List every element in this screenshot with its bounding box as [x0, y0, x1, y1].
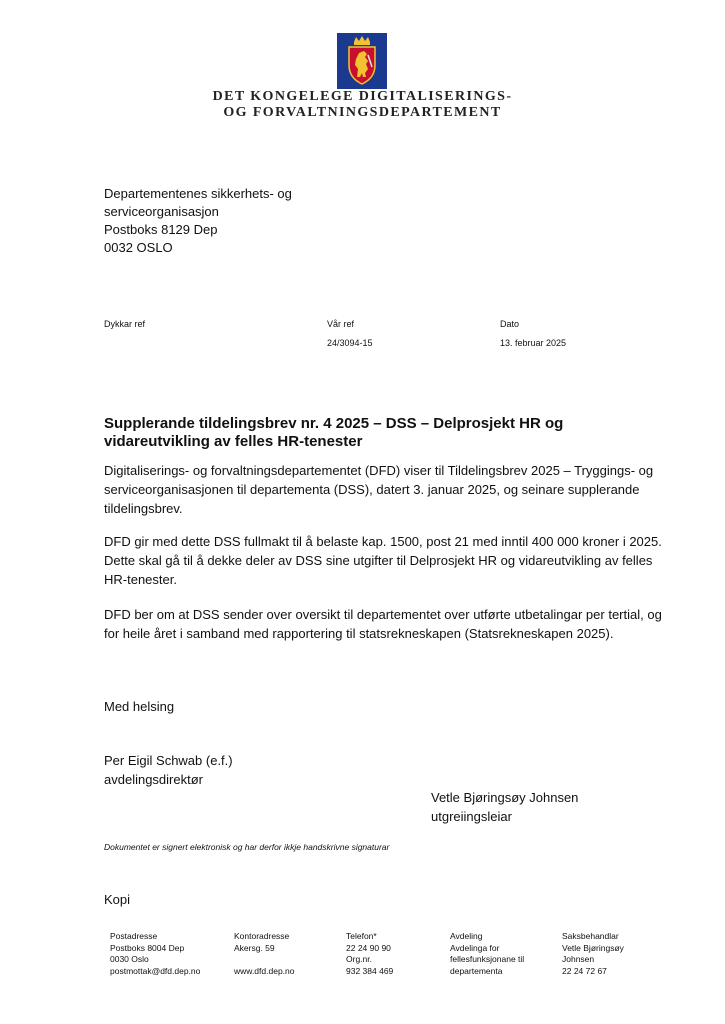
footer-line: Vetle Bjøringsøy [562, 942, 624, 953]
footer-line: Org.nr. [346, 954, 372, 964]
footer-line: Akersg. 59 [234, 942, 275, 953]
footer-line: 22 24 90 90 [346, 942, 391, 953]
footer-line: Postadresse [110, 931, 158, 941]
footer-line: Saksbehandlar [562, 931, 619, 941]
footer-line: fellesfunksjonane til [450, 954, 525, 964]
footer-office-address [234, 931, 294, 977]
address-line: Postboks 8129 Dep [104, 222, 218, 237]
body-paragraph-2: DFD gir med dette DSS fullmakt til å belaste kap. 1500, post 21 med inntil 400 000 kroner i 2025. Dette skal gå til å dekke deler av DSS sine utgifter til Delprosjekt HR og vidareutvikling av felles HR-tenester. [104, 534, 662, 587]
ministry-name-line-2: OG FORVALTNINGSDEPARTEMENT [223, 105, 502, 120]
date-value: 13. februar 2025 [500, 338, 567, 348]
letter-subject: Supplerande tildelingsbrev nr. 4 2025 – DSS – Delprosjekt HR og vidareutvikling av felles HR-tenester [104, 415, 564, 450]
footer-postal-address [110, 931, 200, 977]
our-ref-value: 24/3094-15 [327, 338, 373, 348]
footer-line: 0030 Oslo [110, 954, 149, 964]
electronic-signature-note: Dokumentet er signert elektronisk og har derfor ikkje handskrivne signaturar [104, 842, 390, 852]
lion-shield-icon [337, 33, 387, 89]
ministry-name [180, 89, 545, 121]
footer-line: departementa [450, 965, 503, 976]
recipient-address [104, 185, 292, 257]
footer-case-officer [562, 931, 624, 977]
address-line: 0032 OSLO [104, 240, 173, 255]
footer-line: Avdeling [450, 931, 483, 941]
coat-of-arms-logo [337, 33, 387, 89]
footer-line: 932 384 469 [346, 965, 394, 976]
address-line: Departementenes sikkerhets- og [104, 186, 292, 201]
footer-email: postmottak@dfd.dep.no [110, 965, 201, 976]
address-line: serviceorganisasjon [104, 204, 219, 219]
signer-2-title: utgreiingsleiar [431, 809, 512, 824]
footer-line: Avdelinga for [450, 942, 500, 953]
footer-line: Johnsen [562, 954, 595, 964]
signer-2-name: Vetle Bjøringsøy Johnsen [431, 790, 579, 805]
ministry-name-line-1: DET KONGELEGE DIGITALISERINGS- [212, 89, 513, 104]
body-paragraph-3: DFD ber om at DSS sender over oversikt til departementet over utførte utbetalingar per tertial, og for heile året i samband med rapportering til statsrekneskapen (Statsrekneskapen 2025). [104, 607, 662, 641]
signer-1-name: Per Eigil Schwab (e.f.) [104, 753, 233, 768]
footer-line: Kontoradresse [234, 931, 290, 941]
signer-1-title: avdelingsdirektør [104, 772, 203, 787]
footer-department [450, 931, 524, 977]
closing-greeting: Med helsing [104, 699, 175, 714]
our-ref-label: Vår ref [327, 319, 355, 329]
copy-label: Kopi [104, 892, 131, 907]
footer-website: www.dfd.dep.no [234, 965, 295, 976]
date-label: Dato [500, 319, 520, 329]
footer-line: 22 24 72 67 [562, 965, 607, 976]
footer-line: Postboks 8004 Dep [110, 942, 185, 953]
footer-line: Telefon* [346, 931, 377, 941]
footer-line [234, 954, 294, 966]
your-ref-label: Dykkar ref [104, 319, 146, 329]
body-paragraph-1: Digitaliserings- og forvaltningsdepartementet (DFD) viser til Tildelingsbrev 2025 – Tryggings- og serviceorganisasjonen til departementa (DSS), datert 3. januar 2025, og seinare supplerande tildelingsbrev. [104, 463, 654, 516]
footer-phone [346, 931, 393, 977]
